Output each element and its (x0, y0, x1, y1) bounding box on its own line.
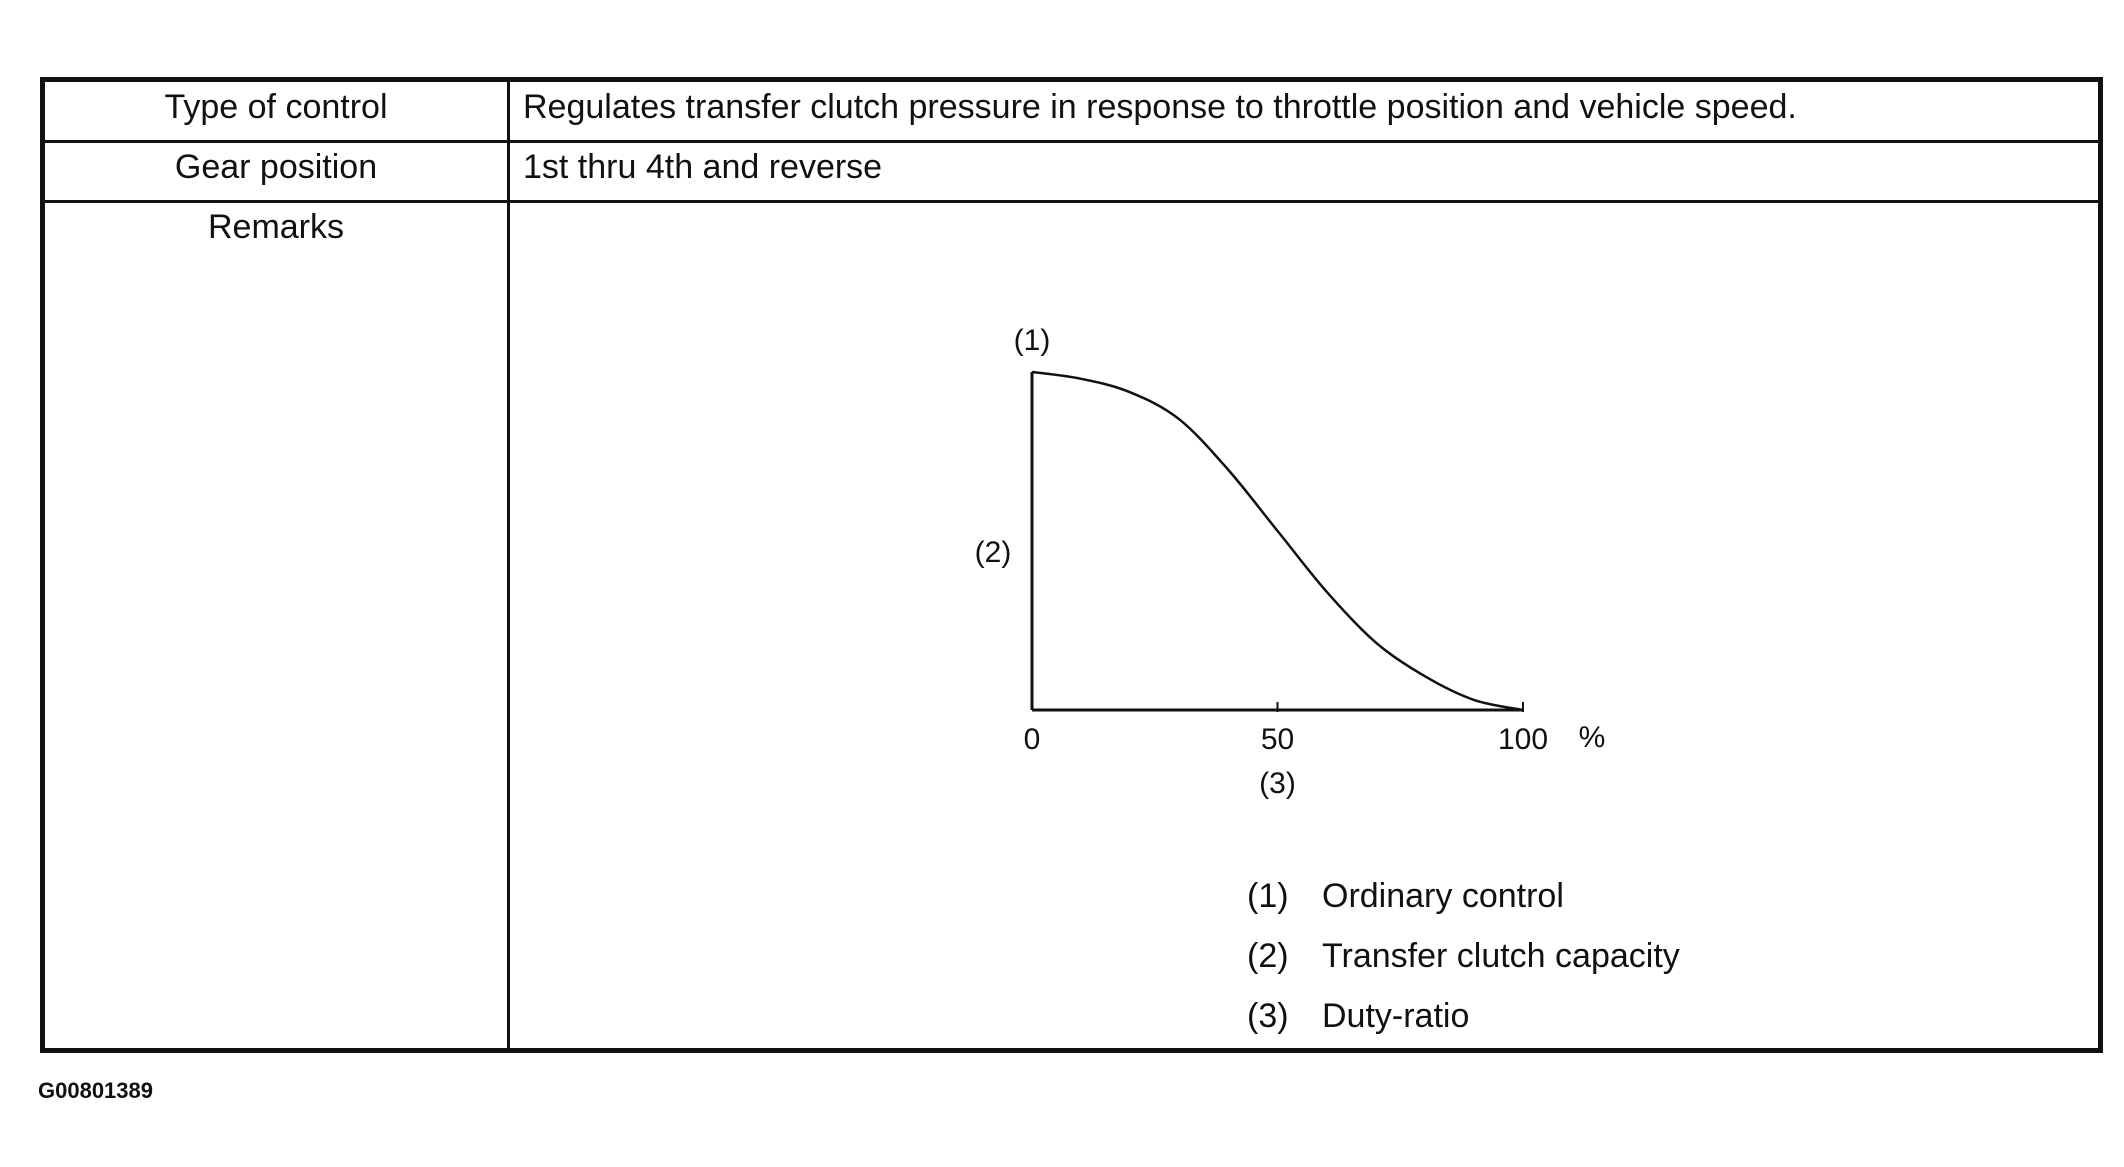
legend-number: (3) (1247, 997, 1289, 1035)
gear-position-value: 1st thru 4th and reverse (523, 148, 883, 186)
legend-number: (1) (1247, 877, 1289, 915)
figure-id: G00801389 (38, 1078, 153, 1103)
x-tick-label: 50 (1260, 723, 1295, 756)
x-tick-label: 100 (1497, 723, 1549, 756)
legend-item (1247, 996, 1469, 1036)
spec-table (40, 77, 2103, 1053)
legend-item (1247, 876, 1564, 916)
legend-text: Duty-ratio (1322, 997, 1470, 1035)
curve-label: (1) (1013, 324, 1051, 357)
legend-item (1247, 936, 1680, 976)
legend-number: (2) (1247, 937, 1289, 975)
legend-text: Transfer clutch capacity (1322, 937, 1680, 975)
control-curve (1032, 372, 1523, 710)
legend-text: Ordinary control (1322, 877, 1564, 915)
x-tick-label: 0 (1023, 723, 1041, 756)
chart-plot-area (975, 324, 1606, 800)
x-unit-label: % (1578, 721, 1606, 754)
y-axis-label: (2) (974, 536, 1012, 569)
type-of-control-value: Regulates transfer clutch pressure in response to throttle position and vehicle speed. (523, 88, 1797, 126)
remarks-label: Remarks (207, 208, 345, 246)
x-axis-label: (3) (1259, 767, 1296, 800)
type-of-control-label: Type of control (164, 88, 388, 126)
gear-position-label: Gear position (174, 148, 378, 186)
duty-ratio-chart (45, 82, 2108, 1058)
